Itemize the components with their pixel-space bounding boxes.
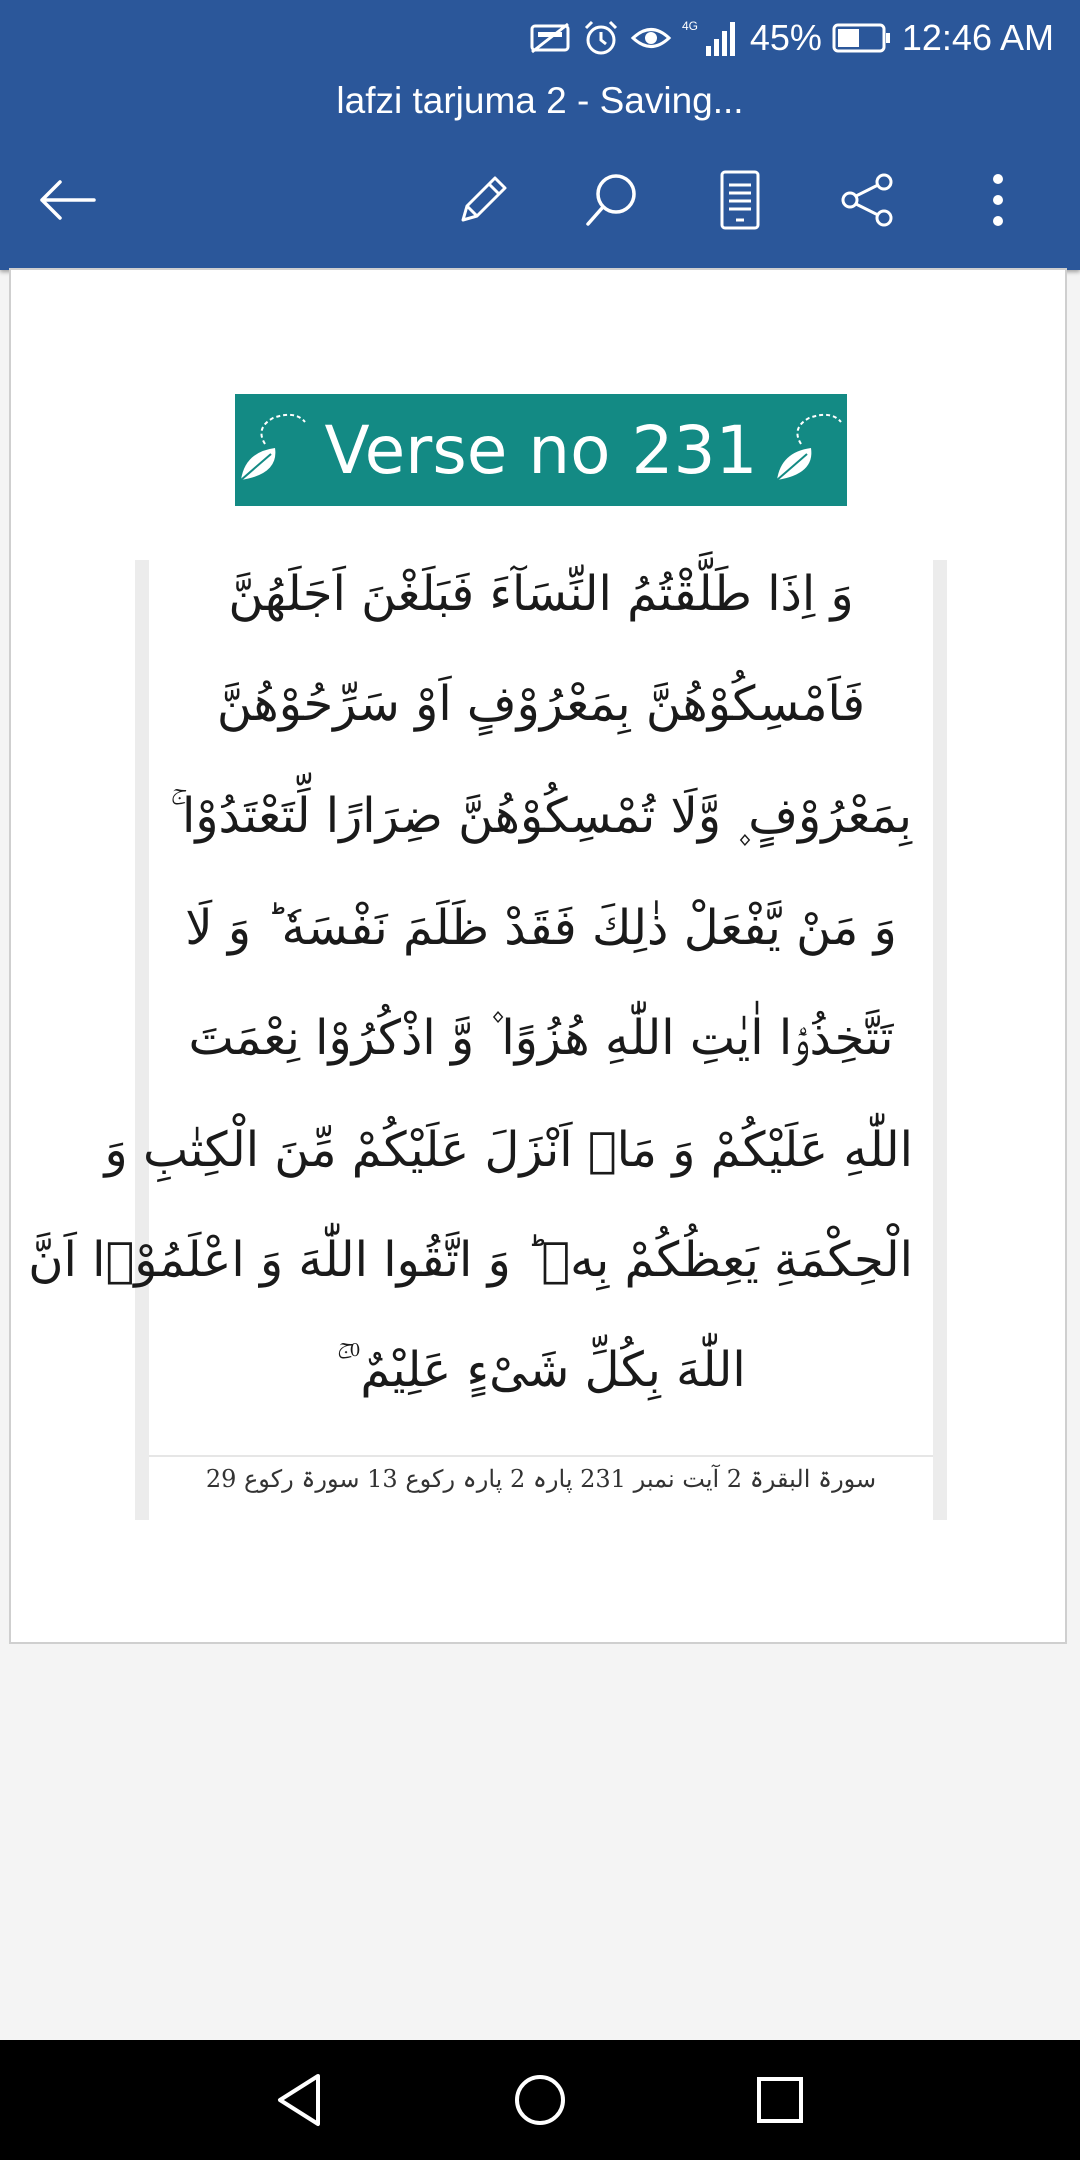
arabic-line-7: الْحِكْمَةِ يَعِظُكُمْ بِهٖ ؕ وَ اتَّقُوا اللّٰهَ وَ اعْلَمُوْۤا اَنَّ bbox=[28, 1232, 913, 1288]
back-arrow-icon bbox=[38, 178, 98, 222]
eye-comfort-icon bbox=[630, 21, 672, 55]
verse-heading bbox=[235, 394, 847, 506]
nav-back-button[interactable] bbox=[250, 2060, 350, 2140]
arabic-line-5: تَتَّخِذُوْۤا اٰيٰتِ اللّٰهِ هُزُوًا ۫ وَّ اذْكُرُوْا نِعْمَتَ bbox=[188, 1010, 894, 1066]
clock-time: 12:46 AM bbox=[901, 17, 1054, 58]
share-button[interactable] bbox=[828, 160, 908, 240]
document-title: lafzi tarjuma 2 - Saving... bbox=[336, 80, 744, 121]
nav-home-button[interactable] bbox=[490, 2060, 590, 2140]
signal-icon bbox=[682, 18, 740, 58]
search-icon bbox=[582, 170, 642, 230]
document-page[interactable] bbox=[9, 268, 1067, 1644]
nav-recents-button[interactable] bbox=[730, 2060, 830, 2140]
share-icon bbox=[838, 170, 898, 230]
arabic-line-3: بِمَعْرُوْفٍ ۪ وَّلَا تُمْسِكُوْهُنَّ ضِرَارًا لِّتَعْتَدُوْا ۚ bbox=[170, 788, 912, 844]
arabic-line-8: اللّٰهَ بِكُلِّ شَیْءٍ عَلِیْمٌ ۠ ۚ bbox=[336, 1342, 746, 1398]
battery-percent: 45% bbox=[749, 17, 822, 58]
verse-title: Verse no 231 bbox=[324, 411, 758, 489]
leaf-icon bbox=[235, 408, 311, 488]
arabic-line-4: وَ مَنْ يَّفْعَلْ ذٰلِكَ فَقَدْ ظَلَمَ نَفْسَهٗ ؕ وَ لَا bbox=[185, 900, 897, 956]
edit-pencil-icon bbox=[455, 172, 511, 228]
verse-reference: سورۃ البقرۃ 2 آیت نمبر 231 پارہ 2 پارہ رکوع 13 سورۃ رکوع 29 bbox=[205, 1465, 877, 1493]
triangle-back-icon bbox=[274, 2072, 326, 2128]
circle-home-icon bbox=[512, 2072, 568, 2128]
status-icons bbox=[528, 10, 1054, 66]
more-options-button[interactable] bbox=[958, 160, 1038, 240]
data-saver-off-icon bbox=[528, 20, 572, 56]
mobile-view-icon bbox=[718, 169, 762, 231]
arabic-verse-image bbox=[28, 560, 947, 1520]
network-type-label: 4G bbox=[681, 19, 698, 33]
status-bar bbox=[0, 0, 1080, 75]
battery-icon bbox=[832, 22, 892, 54]
edit-button[interactable] bbox=[443, 160, 523, 240]
navigation-bar bbox=[0, 2040, 1080, 2160]
mobile-view-button[interactable] bbox=[700, 160, 780, 240]
leaf-icon bbox=[771, 408, 847, 488]
reference-divider bbox=[149, 1455, 933, 1457]
alarm-icon bbox=[582, 19, 620, 57]
arabic-line-1: وَ اِذَا طَلَّقْتُمُ النِّسَآءَ فَبَلَغْنَ اَجَلَهُنَّ bbox=[228, 566, 854, 622]
arabic-line-6: اللّٰهِ عَلَيْكُمْ وَ مَاۤ اَنْزَلَ عَلَيْكُمْ مِّنَ الْكِتٰبِ وَ bbox=[104, 1122, 913, 1178]
back-button[interactable] bbox=[28, 160, 108, 240]
app-bar bbox=[0, 0, 1080, 270]
search-button[interactable] bbox=[572, 160, 652, 240]
more-options-icon bbox=[988, 170, 1008, 230]
square-recents-icon bbox=[754, 2074, 806, 2126]
arabic-line-2: فَاَمْسِكُوْهُنَّ بِمَعْرُوْفٍ اَوْ سَرِّحُوْهُنَّ bbox=[216, 676, 866, 732]
